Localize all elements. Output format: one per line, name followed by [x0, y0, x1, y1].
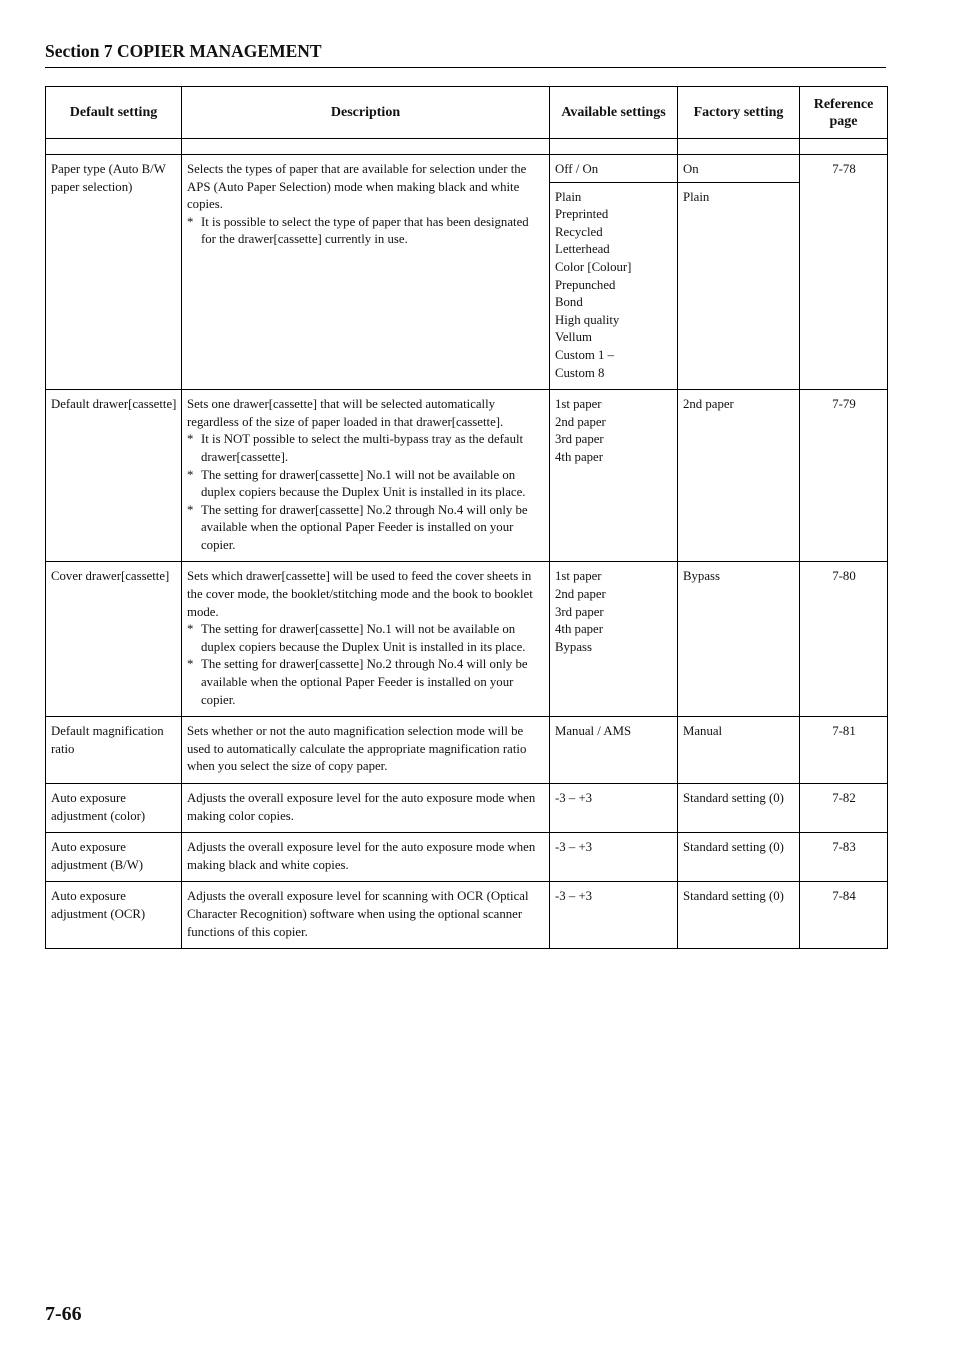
gap-cell	[678, 139, 800, 155]
reference-page-cell	[800, 717, 888, 784]
reference-page: 7-81	[832, 724, 856, 739]
available-option: -3 – +3	[555, 791, 593, 805]
factory-setting: 2nd paper	[683, 397, 734, 412]
reference-page-cell	[800, 833, 888, 882]
factory-setting: Standard setting (0)	[683, 840, 784, 855]
available-option: Bond	[555, 295, 583, 310]
description-note	[187, 467, 545, 502]
factory-setting-cell	[678, 882, 800, 949]
table-row	[46, 833, 888, 882]
description-text: Sets which drawer[cassette] will be used to feed the cover sheets in the cover mode, the booklet/stitching mode and the book to booklet mode.	[187, 569, 533, 619]
factory-setting-cell	[678, 562, 800, 717]
gap-cell	[550, 139, 678, 155]
factory-setting-cell	[678, 182, 800, 390]
settings-table	[45, 86, 888, 949]
setting-name-cell	[46, 833, 182, 882]
table-row	[46, 882, 888, 949]
reference-page-cell	[800, 155, 888, 390]
description-cell	[182, 390, 550, 562]
gap-cell	[800, 139, 888, 155]
note-asterisk: *	[187, 214, 194, 229]
available-option: -3 – +3	[555, 889, 593, 904]
available-option: 3rd paper	[555, 432, 604, 447]
available-option: -3 – +3	[555, 840, 593, 855]
setting-name: Auto exposure adjustment (OCR)	[51, 889, 146, 921]
table-row	[46, 390, 888, 562]
available-option: 4th paper	[555, 622, 603, 637]
available-settings-cell	[550, 390, 678, 562]
setting-name: Paper type (Auto B/W paper selection)	[51, 162, 166, 194]
description-cell	[182, 717, 550, 784]
setting-name: Auto exposure adjustment (B/W)	[51, 840, 144, 872]
note-asterisk: *	[187, 467, 194, 482]
setting-name: Auto exposure adjustment (color)	[51, 791, 146, 823]
available-option: Manual / AMS	[555, 724, 632, 739]
reference-page-cell	[800, 562, 888, 717]
note-asterisk: *	[187, 657, 194, 672]
available-option: 4th paper	[555, 449, 603, 464]
note-asterisk: *	[187, 502, 194, 517]
available-option: Plain	[555, 189, 582, 204]
available-option: Bypass	[555, 639, 592, 654]
factory-setting: Plain	[683, 189, 710, 204]
available-option: 2nd paper	[555, 414, 606, 429]
reference-page-cell	[800, 390, 888, 562]
reference-page-cell	[800, 882, 888, 949]
header-gap	[46, 139, 888, 155]
setting-name-cell	[46, 390, 182, 562]
available-option: Color [Colour]	[555, 259, 632, 274]
available-option: Custom 8	[555, 365, 605, 380]
setting-name-cell	[46, 155, 182, 390]
column-header-factory-setting: Factory setting	[678, 87, 800, 139]
factory-setting-cell	[678, 390, 800, 562]
note-text: It is possible to select the type of paper that has been designated for the drawer[cassette] currently in use.	[201, 214, 529, 247]
table-row	[46, 562, 888, 717]
section-title: Section 7 COPIER MANAGEMENT	[45, 41, 322, 61]
description-note	[187, 214, 545, 249]
note-asterisk: *	[187, 432, 194, 447]
description-cell	[182, 155, 550, 390]
reference-page: 7-84	[832, 889, 856, 904]
available-settings-cell	[550, 882, 678, 949]
description-note	[187, 431, 545, 466]
available-option: High quality	[555, 312, 620, 327]
setting-name: Default drawer[cassette]	[51, 397, 177, 412]
note-asterisk: *	[187, 622, 194, 637]
description-cell	[182, 784, 550, 833]
setting-name-cell	[46, 882, 182, 949]
available-option: Letterhead	[555, 242, 610, 257]
available-option: 1st paper	[555, 569, 602, 584]
table-row	[46, 717, 888, 784]
factory-setting-cell	[678, 833, 800, 882]
table-row	[46, 784, 888, 833]
description-cell	[182, 833, 550, 882]
setting-name: Cover drawer[cassette]	[51, 569, 170, 584]
setting-name: Default magnification ratio	[51, 724, 164, 756]
factory-setting: On	[683, 162, 699, 176]
description-text: Adjusts the overall exposure level for scanning with OCR (Optical Character Recognition) software when using the optional scanner functions of this copier.	[187, 889, 529, 939]
available-option: 1st paper	[555, 397, 602, 412]
note-text: It is NOT possible to select the multi-bypass tray as the default drawer[cassette].	[201, 432, 524, 464]
description-text: Selects the types of paper that are available for selection under the APS (Auto Paper Selection) mode when making black and white copies.	[187, 162, 527, 212]
reference-page: 7-78	[832, 162, 856, 176]
available-option: Recycled	[555, 224, 603, 239]
description-cell	[182, 882, 550, 949]
note-text: The setting for drawer[cassette] No.2 through No.4 will only be available when the optional Paper Feeder is installed on your copier.	[201, 502, 528, 552]
description-cell	[182, 562, 550, 717]
gap-cell	[182, 139, 550, 155]
factory-setting: Standard setting (0)	[683, 889, 784, 904]
description-note	[187, 502, 545, 555]
factory-setting-cell	[678, 717, 800, 784]
column-header-available-settings: Available settings	[550, 87, 678, 139]
note-text: The setting for drawer[cassette] No.1 will not be available on duplex copiers because the Duplex Unit is installed in its place.	[201, 467, 526, 500]
available-settings-cell	[550, 182, 678, 390]
setting-name-cell	[46, 717, 182, 784]
available-settings-cell	[550, 833, 678, 882]
description-text: Sets one drawer[cassette] that will be selected automatically regardless of the size of paper loaded in that drawer[cassette].	[187, 397, 504, 429]
reference-page: 7-80	[832, 569, 856, 584]
factory-setting-cell	[678, 155, 800, 183]
available-option: Off / On	[555, 162, 599, 176]
reference-page: 7-83	[832, 840, 856, 855]
available-settings-cell	[550, 155, 678, 183]
available-option: Custom 1 –	[555, 347, 615, 362]
setting-name-cell	[46, 562, 182, 717]
available-settings-cell	[550, 784, 678, 833]
factory-setting-cell	[678, 784, 800, 833]
page-number: 7-66	[45, 1303, 82, 1325]
column-header-reference-page: Reference page	[800, 87, 888, 139]
setting-name-cell	[46, 784, 182, 833]
note-text: The setting for drawer[cassette] No.1 will not be available on duplex copiers because the Duplex Unit is installed in its place.	[201, 622, 526, 654]
description-note	[187, 621, 545, 656]
page-header	[45, 40, 886, 68]
available-option: 2nd paper	[555, 587, 606, 602]
factory-setting: Bypass	[683, 569, 720, 584]
gap-cell	[46, 139, 182, 155]
available-option: Preprinted	[555, 207, 609, 222]
description-note	[187, 656, 545, 709]
available-option: Vellum	[555, 330, 592, 345]
description-text: Adjusts the overall exposure level for the auto exposure mode when making black and white copies.	[187, 840, 536, 872]
table-header-row	[46, 87, 888, 139]
available-option: Prepunched	[555, 277, 616, 292]
available-settings-cell	[550, 717, 678, 784]
column-header-default-setting: Default setting	[46, 87, 182, 139]
table-row	[46, 155, 888, 183]
factory-setting: Manual	[683, 724, 723, 739]
description-text: Sets whether or not the auto magnification selection mode will be used to automatically calculate the appropriate magnification ratio when you select the size of copy paper.	[187, 724, 527, 774]
table-body	[46, 155, 888, 949]
reference-page: 7-82	[832, 791, 856, 805]
available-option: 3rd paper	[555, 604, 604, 619]
column-header-description: Description	[182, 87, 550, 139]
note-text: The setting for drawer[cassette] No.2 through No.4 will only be available when the optional Paper Feeder is installed on your copier.	[201, 657, 528, 707]
reference-page: 7-79	[832, 397, 856, 412]
factory-setting: Standard setting (0)	[683, 791, 784, 805]
available-settings-cell	[550, 562, 678, 717]
description-text: Adjusts the overall exposure level for the auto exposure mode when making color copies.	[187, 791, 536, 823]
reference-page-cell	[800, 784, 888, 833]
